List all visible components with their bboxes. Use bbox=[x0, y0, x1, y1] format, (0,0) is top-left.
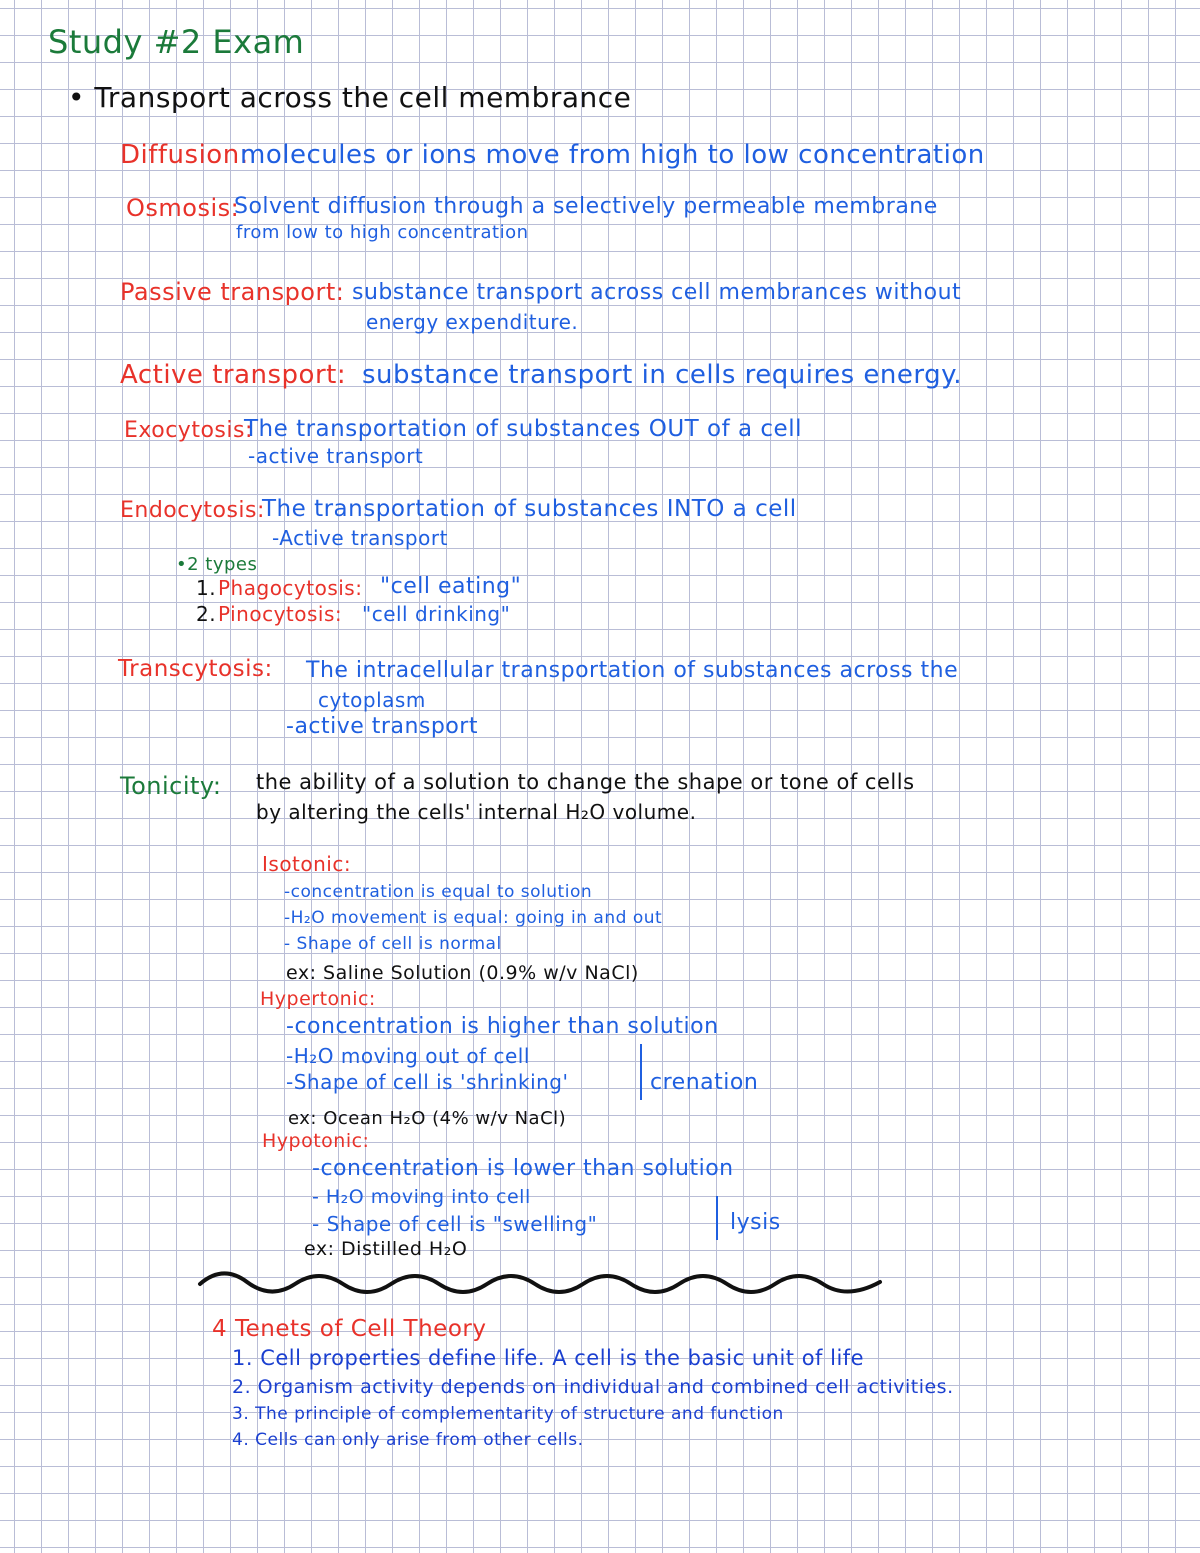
isotonic-point-2: -H₂O movement is equal: going in and out bbox=[284, 908, 663, 928]
hypotonic-point-1: -concentration is lower than solution bbox=[312, 1156, 734, 1181]
transcytosis-definition-cont: cytoplasm bbox=[318, 688, 426, 712]
cell-theory-item-3: 3. The principle of complementarity of structure and function bbox=[232, 1404, 784, 1424]
type-1-name: Phagocytosis: bbox=[218, 576, 363, 600]
isotonic-label: Isotonic: bbox=[262, 852, 352, 876]
osmosis-definition: Solvent diffusion through a selectively permeable membrane bbox=[234, 194, 938, 219]
hypotonic-result: lysis bbox=[730, 1210, 781, 1235]
endocytosis-term: Endocytosis: bbox=[120, 498, 265, 523]
passive-transport-definition-cont: energy expenditure. bbox=[366, 310, 579, 334]
type-2-description: "cell drinking" bbox=[362, 602, 511, 626]
cell-theory-item-1: 1. Cell properties define life. A cell is the basic unit of life bbox=[232, 1346, 865, 1370]
osmosis-term: Osmosis: bbox=[126, 194, 240, 222]
diffusion-definition: molecules or ions move from high to low concentration bbox=[240, 140, 985, 170]
exocytosis-definition: The transportation of substances OUT of a cell bbox=[244, 416, 802, 442]
isotonic-example: ex: Saline Solution (0.9% w/v NaCl) bbox=[286, 962, 639, 984]
type-2-number: 2. bbox=[196, 602, 217, 626]
exocytosis-note: -active transport bbox=[248, 444, 424, 468]
cell-theory-item-4: 4. Cells can only arise from other cells. bbox=[232, 1430, 584, 1450]
section-heading: • Transport across the cell membrance bbox=[68, 81, 632, 114]
hypotonic-example: ex: Distilled H₂O bbox=[304, 1238, 468, 1260]
passive-transport-definition: substance transport across cell membrances without bbox=[352, 280, 962, 305]
hypertonic-point-2: -H₂O moving out of cell bbox=[286, 1044, 530, 1068]
active-transport-term: Active transport: bbox=[120, 360, 347, 390]
transcytosis-term: Transcytosis: bbox=[118, 656, 273, 682]
cell-theory-item-2: 2. Organism activity depends on individual and combined cell activities. bbox=[232, 1376, 954, 1398]
diffusion-term: Diffusion: bbox=[120, 140, 249, 170]
hypertonic-point-1: -concentration is higher than solution bbox=[286, 1014, 719, 1039]
type-2-name: Pinocytosis: bbox=[218, 602, 343, 626]
transcytosis-note: -active transport bbox=[286, 714, 478, 739]
hypertonic-example: ex: Ocean H₂O (4% w/v NaCl) bbox=[288, 1108, 567, 1129]
tonicity-definition: the ability of a solution to change the shape or tone of cells bbox=[256, 770, 915, 794]
tonicity-term: Tonicity: bbox=[120, 772, 222, 800]
hypotonic-point-2: - H₂O moving into cell bbox=[312, 1186, 531, 1208]
page-title: Study #2 Exam bbox=[48, 23, 305, 61]
hypertonic-result: crenation bbox=[650, 1070, 759, 1095]
endocytosis-note: -Active transport bbox=[272, 526, 448, 550]
endocytosis-types-label: •2 types bbox=[176, 554, 258, 575]
tonicity-definition-cont: by altering the cells' internal H₂O volume. bbox=[256, 800, 697, 824]
hypotonic-point-3: - Shape of cell is "swelling" bbox=[312, 1212, 598, 1236]
type-1-number: 1. bbox=[196, 576, 217, 600]
isotonic-point-1: -concentration is equal to solution bbox=[284, 882, 593, 902]
exocytosis-term: Exocytosis: bbox=[124, 418, 253, 443]
endocytosis-definition: The transportation of substances INTO a cell bbox=[262, 496, 797, 522]
squiggle-divider bbox=[195, 1262, 885, 1308]
hypertonic-point-3: -Shape of cell is 'shrinking' bbox=[286, 1070, 569, 1094]
osmosis-definition-cont: from low to high concentration bbox=[236, 222, 529, 243]
hypertonic-label: Hypertonic: bbox=[260, 988, 376, 1010]
passive-transport-term: Passive transport: bbox=[120, 278, 345, 306]
isotonic-point-3: - Shape of cell is normal bbox=[284, 934, 502, 954]
hypotonic-label: Hypotonic: bbox=[262, 1130, 370, 1152]
active-transport-definition: substance transport in cells requires energy. bbox=[362, 360, 963, 390]
hypertonic-bracket bbox=[640, 1044, 642, 1100]
cell-theory-title: 4 Tenets of Cell Theory bbox=[212, 1316, 487, 1342]
type-1-description: "cell eating" bbox=[380, 574, 522, 599]
hypotonic-bracket bbox=[716, 1196, 718, 1240]
transcytosis-definition: The intracellular transportation of substances across the bbox=[306, 658, 959, 683]
